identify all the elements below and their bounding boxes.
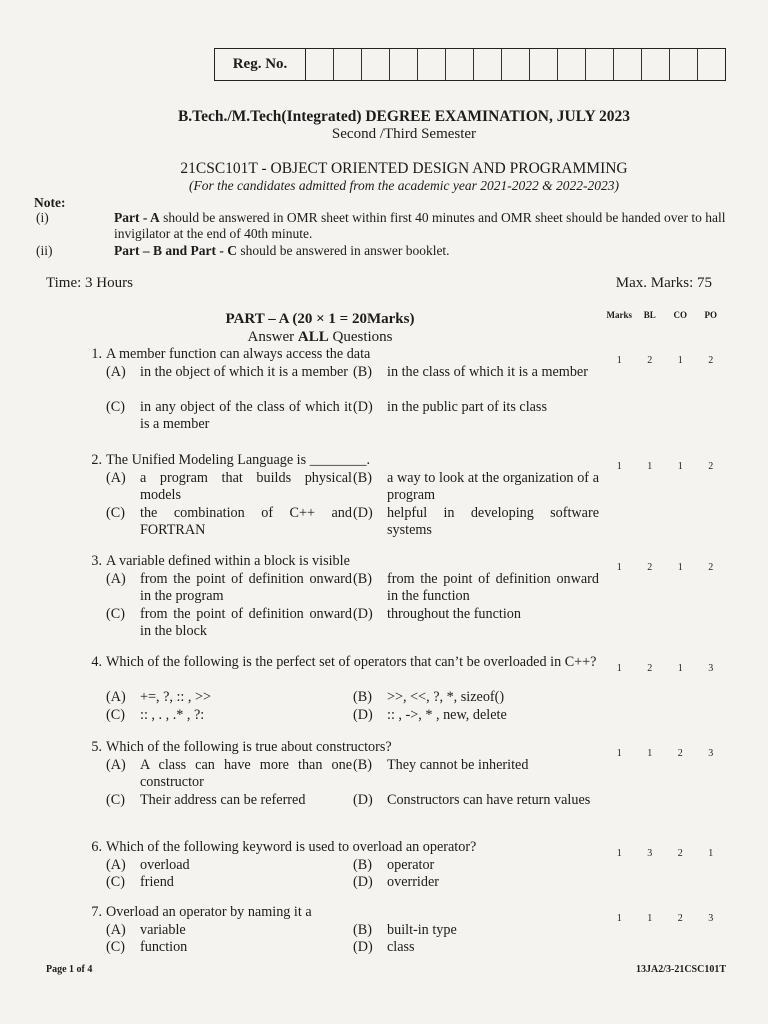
paper-code: 13JA2/3-21CSC101T bbox=[635, 964, 726, 975]
question-marks bbox=[604, 910, 726, 928]
marks-value: 1 bbox=[647, 913, 653, 924]
option-text: :: , ->, * , new, delete bbox=[387, 706, 507, 723]
option-label: (C) bbox=[106, 398, 125, 415]
marks-value: 3 bbox=[708, 663, 714, 674]
question-text: A member function can always access the data bbox=[106, 346, 371, 362]
question-marks bbox=[604, 660, 726, 678]
max-marks: Max. Marks: 75 bbox=[615, 275, 712, 291]
question-number: 1. bbox=[91, 346, 102, 362]
option-text: +=, ?, :: , >> bbox=[140, 689, 212, 705]
marks-value: 1 bbox=[677, 663, 683, 674]
option-text: in the object of which it is a member bbox=[140, 363, 349, 380]
reg-no-cell bbox=[641, 49, 669, 80]
marks-value: 1 bbox=[616, 355, 622, 366]
reg-no-cell bbox=[613, 49, 641, 80]
column-header: Marks bbox=[606, 310, 632, 320]
option-label: (C) bbox=[106, 504, 125, 521]
reg-no-cell bbox=[557, 49, 585, 80]
option-label: (B) bbox=[353, 363, 372, 380]
emphasis: ALL bbox=[297, 329, 329, 345]
option-label: (A) bbox=[106, 689, 126, 705]
note-text: Part – B and Part - C should be answered in answer booklet. bbox=[114, 243, 450, 258]
page-number: Page 1 of 4 bbox=[46, 964, 93, 975]
option-label: (B) bbox=[353, 469, 372, 486]
option-label: (C) bbox=[106, 874, 125, 890]
column-header: CO bbox=[673, 310, 687, 320]
marks-value: 1 bbox=[647, 748, 653, 759]
reg-no-cell bbox=[697, 49, 725, 80]
marks-value: 1 bbox=[647, 461, 653, 472]
option-text: from the point of definition onward in the function bbox=[387, 570, 599, 604]
option-text: in any object of the class of which it is a member bbox=[140, 398, 352, 432]
marks-value: 1 bbox=[677, 461, 683, 472]
marks-value: 1 bbox=[616, 748, 622, 759]
marks-value: 3 bbox=[708, 748, 714, 759]
option-label: (A) bbox=[106, 570, 126, 587]
marks-value: 2 bbox=[708, 461, 714, 472]
exam-time: Time: 3 Hours bbox=[46, 275, 133, 291]
question-text: A variable defined within a block is visible bbox=[106, 553, 350, 569]
reg-no-cell bbox=[389, 49, 417, 80]
reg-no-cell bbox=[333, 49, 361, 80]
marks-value: 1 bbox=[677, 562, 683, 573]
marks-value: 2 bbox=[647, 355, 653, 366]
question-marks bbox=[604, 352, 726, 370]
note-number: (ii) bbox=[36, 243, 53, 258]
marks-value: 2 bbox=[708, 355, 714, 366]
reg-no-cell bbox=[585, 49, 613, 80]
question-number: 3. bbox=[91, 553, 102, 569]
option-text: a program that builds physical models bbox=[140, 469, 352, 503]
marks-value: 2 bbox=[647, 562, 653, 573]
option-label: (B) bbox=[353, 921, 372, 938]
reg-no-cell bbox=[501, 49, 529, 80]
reg-no-cell bbox=[306, 49, 333, 80]
note-number: (i) bbox=[36, 210, 49, 225]
semester: Second /Third Semester bbox=[331, 126, 477, 142]
marks-value: 3 bbox=[647, 848, 653, 859]
admission-note: (For the candidates admitted from the academic year 2021-2022 & 2022-2023) bbox=[189, 178, 619, 193]
question-number: 4. bbox=[91, 654, 102, 670]
reg-no-cell bbox=[669, 49, 697, 80]
marks-value: 2 bbox=[677, 748, 683, 759]
column-header: BL bbox=[643, 310, 656, 320]
option-text: a way to look at the organization of a program bbox=[387, 469, 599, 503]
option-text: variable bbox=[140, 921, 186, 938]
marks-value: 1 bbox=[616, 461, 622, 472]
exam-title: B.Tech./M.Tech(Integrated) DEGREE EXAMINATION, JULY 2023 bbox=[177, 108, 631, 125]
question-text: Which of the following is the perfect set of operators that can’t be overloaded in C++? bbox=[106, 654, 597, 670]
option-text: >>, <<, ?, *, sizeof() bbox=[387, 689, 505, 705]
option-label: (C) bbox=[106, 605, 125, 622]
option-label: (C) bbox=[106, 791, 125, 808]
marks-value: 2 bbox=[708, 562, 714, 573]
option-text: overrider bbox=[387, 874, 439, 890]
option-label: (D) bbox=[353, 939, 373, 955]
marks-value: 1 bbox=[616, 848, 622, 859]
reg-no-box bbox=[214, 48, 726, 81]
reg-no-cells bbox=[306, 49, 725, 80]
option-label: (D) bbox=[353, 791, 373, 808]
option-text: the combination of C++ and FORTRAN bbox=[140, 504, 352, 538]
option-text: throughout the function bbox=[387, 605, 521, 622]
marks-value: 3 bbox=[708, 913, 714, 924]
option-text: in the public part of its class bbox=[387, 398, 547, 415]
question-text: Which of the following keyword is used to overload an operator? bbox=[106, 839, 477, 855]
reg-no-cell bbox=[417, 49, 445, 80]
option-text: A class can have more than one constructor bbox=[140, 756, 352, 790]
marks-value: 1 bbox=[708, 848, 714, 859]
option-text: overload bbox=[140, 856, 190, 873]
option-label: (C) bbox=[106, 939, 125, 955]
question-marks bbox=[604, 845, 726, 863]
question-marks bbox=[604, 559, 726, 577]
option-label: (A) bbox=[106, 363, 126, 380]
option-text: They cannot be inherited bbox=[387, 756, 529, 773]
option-label: (D) bbox=[353, 398, 373, 415]
reg-no-cell bbox=[445, 49, 473, 80]
marks-value: 1 bbox=[677, 355, 683, 366]
option-text: built-in type bbox=[387, 921, 457, 938]
marks-value: 1 bbox=[616, 663, 622, 674]
reg-no-cell bbox=[473, 49, 501, 80]
question-marks bbox=[604, 458, 726, 476]
option-label: (B) bbox=[353, 856, 372, 873]
reg-no-cell bbox=[529, 49, 557, 80]
question-number: 2. bbox=[91, 452, 102, 468]
reg-no-label: Reg. No. bbox=[215, 49, 306, 80]
option-text: :: , . , .* , ?: bbox=[140, 706, 205, 723]
question-number: 7. bbox=[91, 904, 102, 920]
option-label: (A) bbox=[106, 856, 126, 873]
option-label: (C) bbox=[106, 706, 125, 723]
option-label: (A) bbox=[106, 469, 126, 486]
question-text: The Unified Modeling Language is ________. bbox=[106, 452, 370, 468]
option-text: function bbox=[140, 939, 188, 955]
option-label: (A) bbox=[106, 756, 126, 773]
option-label: (B) bbox=[353, 570, 372, 587]
option-text: in the class of which it is a member bbox=[387, 363, 588, 380]
option-text: from the point of definition onward in the block bbox=[140, 605, 352, 639]
reg-no-cell bbox=[361, 49, 389, 80]
option-text: class bbox=[387, 939, 415, 955]
option-text: from the point of definition onward in the program bbox=[140, 570, 352, 604]
marks-value: 2 bbox=[677, 913, 683, 924]
note-title: Note: bbox=[34, 195, 66, 210]
option-label: (D) bbox=[353, 706, 373, 723]
option-label: (D) bbox=[353, 605, 373, 622]
option-label: (B) bbox=[353, 756, 372, 773]
marks-value: 2 bbox=[647, 663, 653, 674]
note-bold: Part - A bbox=[114, 210, 160, 225]
note-text: Part - A should be answered in OMR sheet within first 40 minutes and OMR sheet should be handed over to hall invigilator at the end of 40th minute. bbox=[114, 210, 726, 241]
column-header: PO bbox=[704, 310, 717, 320]
option-label: (D) bbox=[353, 874, 373, 890]
question-marks bbox=[604, 745, 726, 763]
option-label: (B) bbox=[353, 689, 372, 705]
option-label: (A) bbox=[106, 921, 126, 938]
question-number: 5. bbox=[91, 739, 102, 755]
marks-value: 1 bbox=[616, 562, 622, 573]
option-text: Their address can be referred bbox=[140, 791, 306, 808]
question-text: Overload an operator by naming it a bbox=[106, 904, 312, 920]
question-number: 6. bbox=[91, 839, 102, 855]
option-text: Constructors can have return values bbox=[387, 791, 591, 808]
question-text: Which of the following is true about constructors? bbox=[106, 739, 392, 755]
note-bold: Part – B and Part - C bbox=[114, 243, 237, 258]
part-a-title: PART – A (20 × 1 = 20Marks) bbox=[225, 311, 415, 327]
option-label: (D) bbox=[353, 504, 373, 521]
option-text: helpful in developing software systems bbox=[387, 504, 599, 538]
option-text: friend bbox=[140, 874, 174, 890]
marks-value: 1 bbox=[616, 913, 622, 924]
part-a-instruction: Answer ALL Questions bbox=[247, 329, 393, 345]
course-title: 21CSC101T - OBJECT ORIENTED DESIGN AND PROGRAMMING bbox=[180, 160, 628, 177]
option-text: operator bbox=[387, 856, 435, 873]
marks-column-headers bbox=[604, 310, 726, 320]
marks-value: 2 bbox=[677, 848, 683, 859]
